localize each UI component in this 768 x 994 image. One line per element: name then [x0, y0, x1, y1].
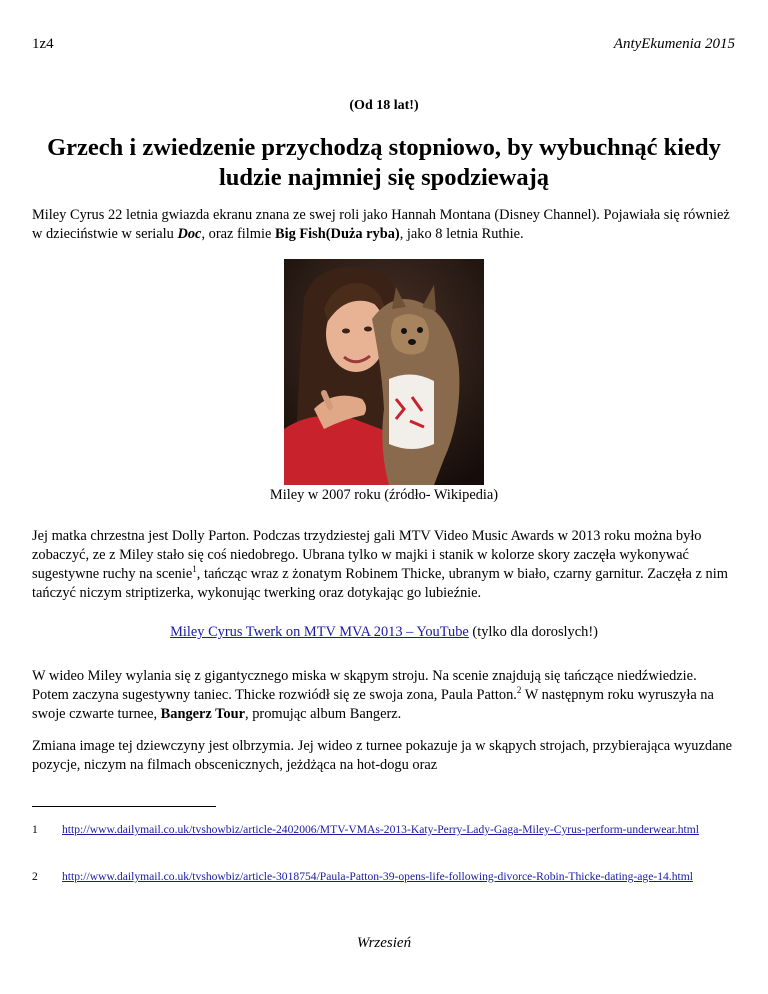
paragraph-image-change: Zmiana image tej dziewczyny jest olbrzymia. Jej wideo z turnee pokazuje ja w skąpych strojach, przybierająca wyuzdane pozycje, niczym na filmach obscenicznych, jeżdżąca na hot-dogu oraz — [32, 738, 733, 773]
intro-text-1: Miley Cyrus 22 letnia gwiazda ekranu znana ze swej roli jako Hannah Montana (Disney Channel). Pojawiała się również w dzieciństwie w serialu — [32, 207, 730, 242]
footnote-link[interactable]: http://www.dailymail.co.uk/tvshowbiz/article-3018754/Paula-Patton-39-opens-life-following-divorce-Robin-Thicke-dating-age-14.html — [62, 870, 693, 883]
paragraph-mtv-vma — [32, 527, 736, 603]
para2-text-1: Jej matka chrzestna jest Dolly Parton. Podczas trzydziestej gali MTV Video Music Awards w 2013 roku można było zobaczyć, ze z Miley stało się coś niedobrego. Ubrana tylko w majki i stanik w kolorze skory zaczęła wykonywać sugestywne ruchy na scenie — [32, 528, 702, 582]
footnote-link[interactable]: http://www.dailymail.co.uk/tvshowbiz/article-2402006/MTV-VMAs-2013-Katy-Perry-Lady-Gaga-Miley-Cyrus-perform-underwear.html — [62, 823, 699, 836]
footnote-number: 1 — [32, 823, 38, 836]
para3-text-1: W wideo Miley wylania się z gigantycznego miska w skąpym stroju. Na scenie znajdują się tańczące niedźwiedzie. Potem zaczyna sugestywny taniec. Thicke rozwiódł się ze swoja zona, Paula Patton. — [32, 668, 697, 703]
footnote-number: 2 — [32, 870, 38, 883]
footnote-divider — [32, 806, 216, 807]
tour-name: Bangerz Tour — [160, 706, 246, 722]
footnote-ref-2[interactable]: 2 — [516, 685, 522, 696]
header-source: AntyEkumenia 2015 — [613, 36, 735, 52]
para2-text-2: , tańcząc wraz z żonatym Robinem Thicke, ubranym w biało, czarny garnitur. Zaczęła z nim tańczyć niczym striptizerka, wykonując twerking oraz dotykając go lubieźnie. — [32, 566, 728, 601]
film-title: Big Fish(Duża ryba) — [274, 226, 400, 242]
youtube-video-link[interactable]: Miley Cyrus Twerk on MTV MVA 2013 – YouTube — [170, 624, 469, 640]
intro-text-3: , jako 8 letnia Ruthie. — [399, 226, 524, 242]
intro-text-2: , oraz filmie — [201, 226, 275, 242]
article-title: Grzech i zwiedzenie przychodzą stopniowo, by wybuchnąć kiedy ludzie najmniej się spodziewają — [47, 134, 721, 191]
page-footer: Wrzesień — [356, 935, 412, 951]
footnote-ref-1[interactable]: 1 — [192, 564, 197, 575]
para3-text-2: W następnym roku wyruszyła na swoje czwarte turnee, — [32, 687, 714, 722]
age-notice: (Od 18 lat!) — [349, 98, 419, 113]
footnote-1 — [32, 821, 732, 838]
photo-illustration — [284, 259, 484, 485]
video-note: (tylko dla doroslych!) — [468, 624, 598, 640]
footnote-2 — [32, 868, 732, 885]
video-link-line — [0, 624, 768, 641]
intro-paragraph — [32, 206, 736, 244]
paragraph-video — [32, 667, 736, 724]
photo-caption: Miley w 2007 roku (źródło- Wikipedia) — [269, 487, 499, 503]
photo-miley-2007 — [284, 259, 484, 485]
series-title: Doc — [177, 226, 202, 242]
page-number: 1z4 — [32, 36, 54, 52]
para3-text-3: , promując album Bangerz. — [245, 706, 402, 722]
